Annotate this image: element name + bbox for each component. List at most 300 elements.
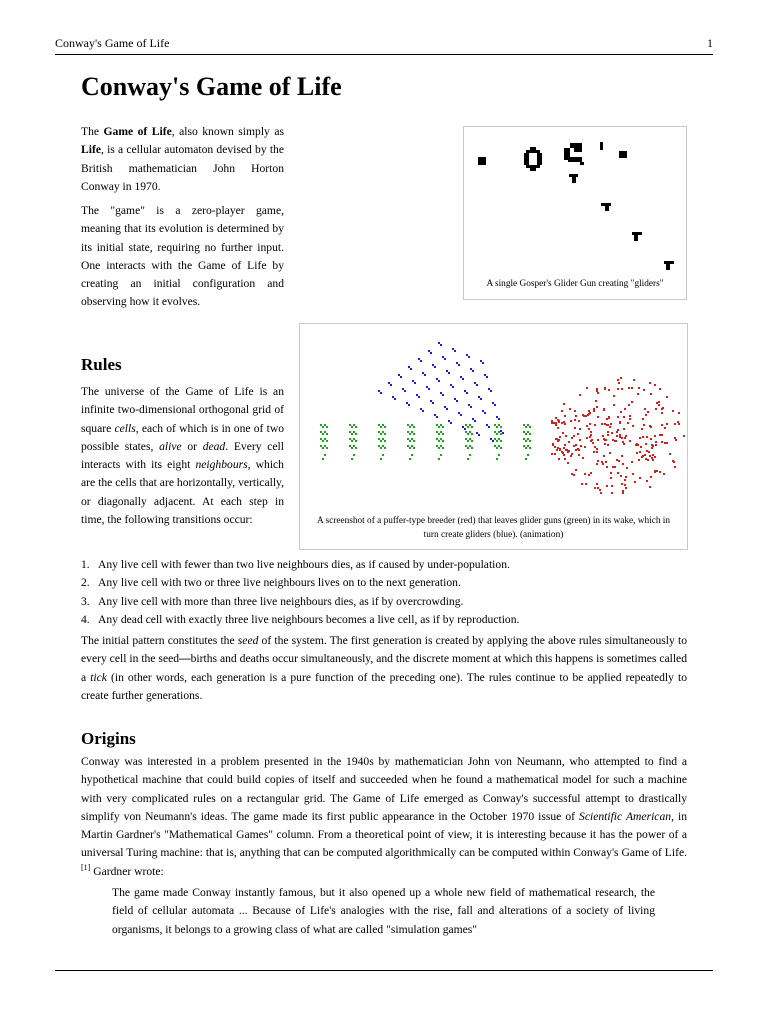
gun-cell: [384, 426, 386, 428]
gun-cell: [442, 447, 444, 449]
breeder-cell: [664, 427, 666, 429]
breeder-cell: [577, 433, 579, 435]
breeder-cell: [575, 444, 577, 446]
breeder-cell: [624, 437, 626, 439]
breeder-cell: [661, 412, 663, 414]
glider-cell: [466, 392, 468, 394]
glider-cell: [394, 398, 396, 400]
breeder-cell: [596, 463, 598, 465]
breeder-cell: [594, 487, 596, 489]
reference-link[interactable]: [1]: [81, 862, 91, 872]
breeder-cell: [608, 389, 610, 391]
gun-cell: [320, 431, 322, 433]
breeder-cell: [561, 422, 563, 424]
breeder-cell: [563, 403, 565, 405]
breeder-cell: [596, 451, 598, 453]
breeder-cell: [570, 420, 572, 422]
gun-cell: [409, 458, 411, 460]
breeder-cell: [597, 487, 599, 489]
glider-cell: [488, 388, 490, 390]
breeder-cell: [651, 447, 653, 449]
breeder-cell: [631, 387, 633, 389]
breeder-cell: [597, 416, 599, 418]
breeder-cell: [575, 469, 577, 471]
glider-cell: [398, 374, 400, 376]
gun-cell: [525, 458, 527, 460]
gun-cell: [382, 431, 384, 433]
breeder-cell: [621, 483, 623, 485]
glider-cell: [444, 358, 446, 360]
gun-cell: [438, 447, 440, 449]
breeder-image[interactable]: [300, 324, 687, 509]
list-item-text: Any live cell with more than three live neighbours dies, as if by overcrowding.: [98, 594, 464, 608]
glider-cell: [478, 434, 480, 436]
rules-paragraph-1: [81, 383, 284, 529]
glider-cell: [424, 374, 426, 376]
breeder-cell: [599, 489, 601, 491]
gun-cell: [351, 426, 353, 428]
breeder-cell: [612, 466, 614, 468]
gun-cell: [382, 454, 384, 456]
breeder-cell: [629, 415, 631, 417]
breeder-cell: [666, 396, 668, 398]
gun-cell: [411, 438, 413, 440]
glider-cell: [432, 402, 434, 404]
gun-cell: [498, 454, 500, 456]
gun-cell: [382, 438, 384, 440]
gun-cell: [322, 426, 324, 428]
glider-cell: [408, 366, 410, 368]
breeder-cell: [608, 416, 610, 418]
gun-cell: [500, 426, 502, 428]
glider-cell: [480, 360, 482, 362]
breeder-cell: [641, 456, 643, 458]
gun-cell: [467, 447, 469, 449]
gun-cell: [409, 440, 411, 442]
gun-cell: [523, 431, 525, 433]
breeder-cell: [555, 422, 557, 424]
breeder-cell: [674, 423, 676, 425]
gun-cell: [322, 433, 324, 435]
breeder-cell: [645, 414, 647, 416]
list-item: [81, 611, 701, 629]
gun-cell: [353, 454, 355, 456]
list-item-number: 1.: [81, 558, 90, 571]
breeder-cell: [626, 467, 628, 469]
breeder-cell: [551, 453, 553, 455]
breeder-cell: [571, 473, 573, 475]
breeder-cell: [625, 476, 627, 478]
glider-cell: [484, 412, 486, 414]
breeder-cell: [619, 434, 621, 436]
breeder-cell: [622, 492, 624, 494]
breeder-cell: [678, 412, 680, 414]
glider-cell: [438, 342, 440, 344]
breeder-cell: [555, 424, 557, 426]
gun-cell: [355, 440, 357, 442]
breeder-cell: [585, 415, 587, 417]
breeder-cell: [620, 475, 622, 477]
breeder-cell: [643, 389, 645, 391]
gun-cell: [326, 426, 328, 428]
gun-cell: [382, 445, 384, 447]
breeder-cell: [601, 461, 603, 463]
glider-cell: [414, 382, 416, 384]
glider-cell: [462, 426, 464, 428]
breeder-cell: [654, 470, 656, 472]
breeder-cell: [614, 466, 616, 468]
breeder-cell: [663, 473, 665, 475]
gun-cell: [436, 445, 438, 447]
breeder-cell: [611, 485, 613, 487]
breeder-cell: [551, 422, 553, 424]
breeder-cell: [606, 424, 608, 426]
glider-cell: [470, 368, 472, 370]
breeder-cell: [567, 462, 569, 464]
gun-cell: [438, 458, 440, 460]
breeder-cell: [623, 428, 625, 430]
breeder-cell: [605, 461, 607, 463]
breeder-cell: [658, 404, 660, 406]
breeder-cell: [628, 387, 630, 389]
gun-cell: [523, 424, 525, 426]
glider-cell: [452, 386, 454, 388]
breeder-cell: [632, 425, 634, 427]
breeder-cell: [648, 451, 650, 453]
breeder-cell: [631, 401, 633, 403]
breeder-cell: [564, 444, 566, 446]
breeder-cell: [656, 402, 658, 404]
glider-cell: [492, 440, 494, 442]
breeder-cell: [617, 379, 619, 381]
breeder-cell: [652, 459, 654, 461]
footer-rule: [55, 970, 713, 971]
breeder-cell: [655, 444, 657, 446]
breeder-cell: [649, 425, 651, 427]
breeder-cell: [574, 410, 576, 412]
gun-cell: [498, 445, 500, 447]
gun-cell: [324, 445, 326, 447]
term-seed: seed: [237, 634, 259, 647]
breeder-cell: [655, 408, 657, 410]
breeder-cell: [638, 459, 640, 461]
breeder-cell: [586, 387, 588, 389]
breeder-cell: [632, 473, 634, 475]
breeder-cell: [589, 412, 591, 414]
breeder-cell: [604, 443, 606, 445]
figure-breeder: [299, 323, 688, 550]
gun-cell: [326, 440, 328, 442]
breeder-cell: [661, 434, 663, 436]
breeder-cell: [558, 421, 560, 423]
gun-cell: [498, 438, 500, 440]
gun-cell: [380, 447, 382, 449]
gun-cell: [349, 431, 351, 433]
glider-cell: [464, 390, 466, 392]
gun-cell: [529, 440, 531, 442]
gun-cell: [465, 424, 467, 426]
breeder-cell: [600, 492, 602, 494]
gun-cell: [413, 440, 415, 442]
gun-cell: [407, 431, 409, 433]
gun-cell: [353, 445, 355, 447]
gun-cell: [353, 424, 355, 426]
breeder-cell: [641, 428, 643, 430]
gun-cell: [440, 431, 442, 433]
gun-cell: [353, 438, 355, 440]
glider-cell: [440, 344, 442, 346]
breeder-cell: [646, 436, 648, 438]
breeder-cell: [645, 443, 647, 445]
glider-cell: [402, 388, 404, 390]
gun-cell: [529, 433, 531, 435]
breeder-cell: [582, 457, 584, 459]
glider-cell: [428, 388, 430, 390]
gun-cell: [324, 438, 326, 440]
gun-cell: [471, 447, 473, 449]
gun-cell: [525, 426, 527, 428]
breeder-cell: [578, 449, 580, 451]
gun-cell: [438, 440, 440, 442]
gun-cell: [494, 424, 496, 426]
gun-cell: [442, 440, 444, 442]
glider-cell: [480, 398, 482, 400]
intro-text: , also known simply as: [171, 125, 284, 138]
breeder-cell: [639, 477, 641, 479]
breeder-cell: [664, 442, 666, 444]
gun-cell: [496, 447, 498, 449]
glider-cell: [486, 376, 488, 378]
glider-cell: [446, 408, 448, 410]
breeder-cell: [614, 440, 616, 442]
glider-cell: [378, 390, 380, 392]
intro-paragraph-1: [81, 123, 284, 196]
gun-cell: [494, 431, 496, 433]
glider-cell: [468, 404, 470, 406]
glider-cell: [492, 402, 494, 404]
glider-cell: [466, 354, 468, 356]
breeder-cell: [573, 445, 575, 447]
intro-text: The: [81, 125, 104, 138]
breeder-cell: [619, 421, 621, 423]
breeder-cell: [607, 434, 609, 436]
breeder-cell: [649, 486, 651, 488]
breeder-cell: [618, 460, 620, 462]
breeder-cell: [629, 440, 631, 442]
breeder-cell: [633, 379, 635, 381]
breeder-cell: [575, 449, 577, 451]
breeder-cell: [647, 411, 649, 413]
breeder-cell: [604, 439, 606, 441]
glider-cell: [500, 430, 502, 432]
gun-cell: [322, 458, 324, 460]
glider-cell: [464, 428, 466, 430]
breeder-cell: [588, 428, 590, 430]
glider-cell: [428, 350, 430, 352]
glider-cell: [390, 384, 392, 386]
breeder-cell: [564, 415, 566, 417]
gun-cell: [527, 454, 529, 456]
glider-cell: [422, 372, 424, 374]
breeder-cell: [672, 460, 674, 462]
breeder-cell: [621, 388, 623, 390]
origins-text: Conway was interested in a problem presented in the 1940s by mathematician John von Neumann, who attempted to find a hypothetical machine that could build copies of itself and succeeded when he found a mathematical model for such a machine with very complicated rules on a rectangular grid. The Game of Life emerged as Conway's successful attempt to drastically simplify von Neumann's ideas. The game made its first public appearance in the October 1970 issue of: [81, 755, 687, 823]
breeder-cell: [639, 451, 641, 453]
gun-cell: [322, 440, 324, 442]
glider-cell: [450, 422, 452, 424]
breeder-cell: [651, 444, 653, 446]
breeder-cell: [634, 481, 636, 483]
gun-cell: [469, 445, 471, 447]
breeder-cell: [604, 423, 606, 425]
breeder-cell: [596, 406, 598, 408]
breeder-cell: [573, 435, 575, 437]
gun-cell: [413, 447, 415, 449]
gun-cell: [496, 440, 498, 442]
term-dead: dead: [202, 439, 226, 453]
breeder-cell: [579, 428, 581, 430]
gun-cell: [527, 438, 529, 440]
breeder-cell: [612, 439, 614, 441]
breeder-cell: [639, 437, 641, 439]
glider-cell: [452, 348, 454, 350]
gun-cell: [351, 433, 353, 435]
glider-cell: [400, 376, 402, 378]
breeder-cell: [646, 480, 648, 482]
breeder-cell: [650, 393, 652, 395]
glider-cell: [460, 376, 462, 378]
breeder-cell: [556, 449, 558, 451]
breeder-cell: [675, 439, 677, 441]
glider-cell: [446, 370, 448, 372]
gun-cell: [496, 458, 498, 460]
gun-cell: [322, 447, 324, 449]
breeder-cell: [586, 437, 588, 439]
list-item-text: Any live cell with fewer than two live neighbours dies, as if caused by under-population.: [98, 558, 510, 571]
gun-cell: [525, 447, 527, 449]
gun-cell: [465, 445, 467, 447]
gun-cell: [409, 426, 411, 428]
gun-cell: [467, 440, 469, 442]
list-item: [81, 574, 701, 592]
origins-paragraph-1: [81, 753, 687, 881]
gun-cell: [380, 458, 382, 460]
glider-cell: [490, 438, 492, 440]
breeder-cell: [659, 471, 661, 473]
breeder-cell: [625, 435, 627, 437]
gardner-quote: The game made Conway instantly famous, but it also opened up a whole new field of mathematical research, the field of cellular automata ... Because of Life's analogies with the rise, fall and alterations of a society of living organisms, it belongs to a growing class of what are called "simulation games": [112, 886, 655, 936]
breeder-cell: [607, 444, 609, 446]
breeder-cell: [585, 483, 587, 485]
breeder-cell: [621, 437, 623, 439]
breeder-cell: [619, 436, 621, 438]
breeder-cell: [597, 439, 599, 441]
game-of-life-link[interactable]: Game of Life: [103, 125, 172, 138]
breeder-cell: [624, 479, 626, 481]
breeder-cell: [574, 427, 576, 429]
intro-text: , is a cellular automaton devised by the British mathematician John Horton Conway in 1970.: [81, 143, 284, 193]
breeder-cell: [662, 407, 664, 409]
gun-cell: [320, 438, 322, 440]
glider-cell: [438, 380, 440, 382]
glider-cell: [472, 370, 474, 372]
glider-gun-image[interactable]: [464, 127, 686, 277]
breeder-cell: [611, 492, 613, 494]
breeder-cell: [646, 450, 648, 452]
breeder-cell: [617, 388, 619, 390]
breeder-cell: [602, 463, 604, 465]
gun-cell: [324, 454, 326, 456]
breeder-cell: [596, 483, 598, 485]
gun-cell: [382, 424, 384, 426]
breeder-cell: [617, 429, 619, 431]
gun-cell: [436, 431, 438, 433]
gun-cell: [326, 447, 328, 449]
breeder-cell: [640, 446, 642, 448]
gun-cell: [380, 440, 382, 442]
breeder-cell: [559, 436, 561, 438]
breeder-cell: [674, 437, 676, 439]
breeder-cell: [650, 438, 652, 440]
gun-cell: [442, 433, 444, 435]
breeder-cell: [589, 436, 591, 438]
breeder-cell: [609, 452, 611, 454]
breeder-cell: [644, 408, 646, 410]
running-header-title: Conway's Game of Life: [55, 36, 170, 50]
term-alive: alive: [159, 439, 182, 453]
breeder-cell: [622, 463, 624, 465]
glider-cell: [444, 406, 446, 408]
breeder-cell: [554, 446, 556, 448]
breeder-cell: [582, 414, 584, 416]
gun-cell: [471, 426, 473, 428]
breeder-cell: [568, 450, 570, 452]
breeder-cell: [644, 454, 646, 456]
page-title: Conway's Game of Life: [81, 72, 342, 101]
breeder-cell: [651, 457, 653, 459]
breeder-cell: [636, 452, 638, 454]
gun-cell: [467, 426, 469, 428]
breeder-cell: [683, 435, 685, 437]
breeder-cell: [661, 424, 663, 426]
gun-cell: [320, 424, 322, 426]
breeder-cell: [624, 484, 626, 486]
glider-cell: [448, 420, 450, 422]
breeder-cell: [617, 472, 619, 474]
gun-cell: [413, 426, 415, 428]
gun-cell: [409, 433, 411, 435]
gun-cell: [436, 438, 438, 440]
breeder-cell: [551, 420, 553, 422]
breeder-cell: [656, 470, 658, 472]
gun-cell: [351, 458, 353, 460]
breeder-cell: [568, 441, 570, 443]
breeder-cell: [606, 466, 608, 468]
glider-cell: [430, 400, 432, 402]
glider-cell: [416, 394, 418, 396]
gun-cell: [378, 424, 380, 426]
gun-cell: [465, 438, 467, 440]
breeder-cell: [562, 432, 564, 434]
breeder-cell: [617, 416, 619, 418]
breeder-cell: [672, 410, 674, 412]
glider-cell: [436, 378, 438, 380]
breeder-cell: [590, 434, 592, 436]
breeder-cell: [592, 442, 594, 444]
breeder-cell: [597, 460, 599, 462]
breeder-cell: [586, 425, 588, 427]
list-item-text: Any dead cell with exactly three live neighbours becomes a live cell, as if by reproduction.: [98, 612, 520, 626]
